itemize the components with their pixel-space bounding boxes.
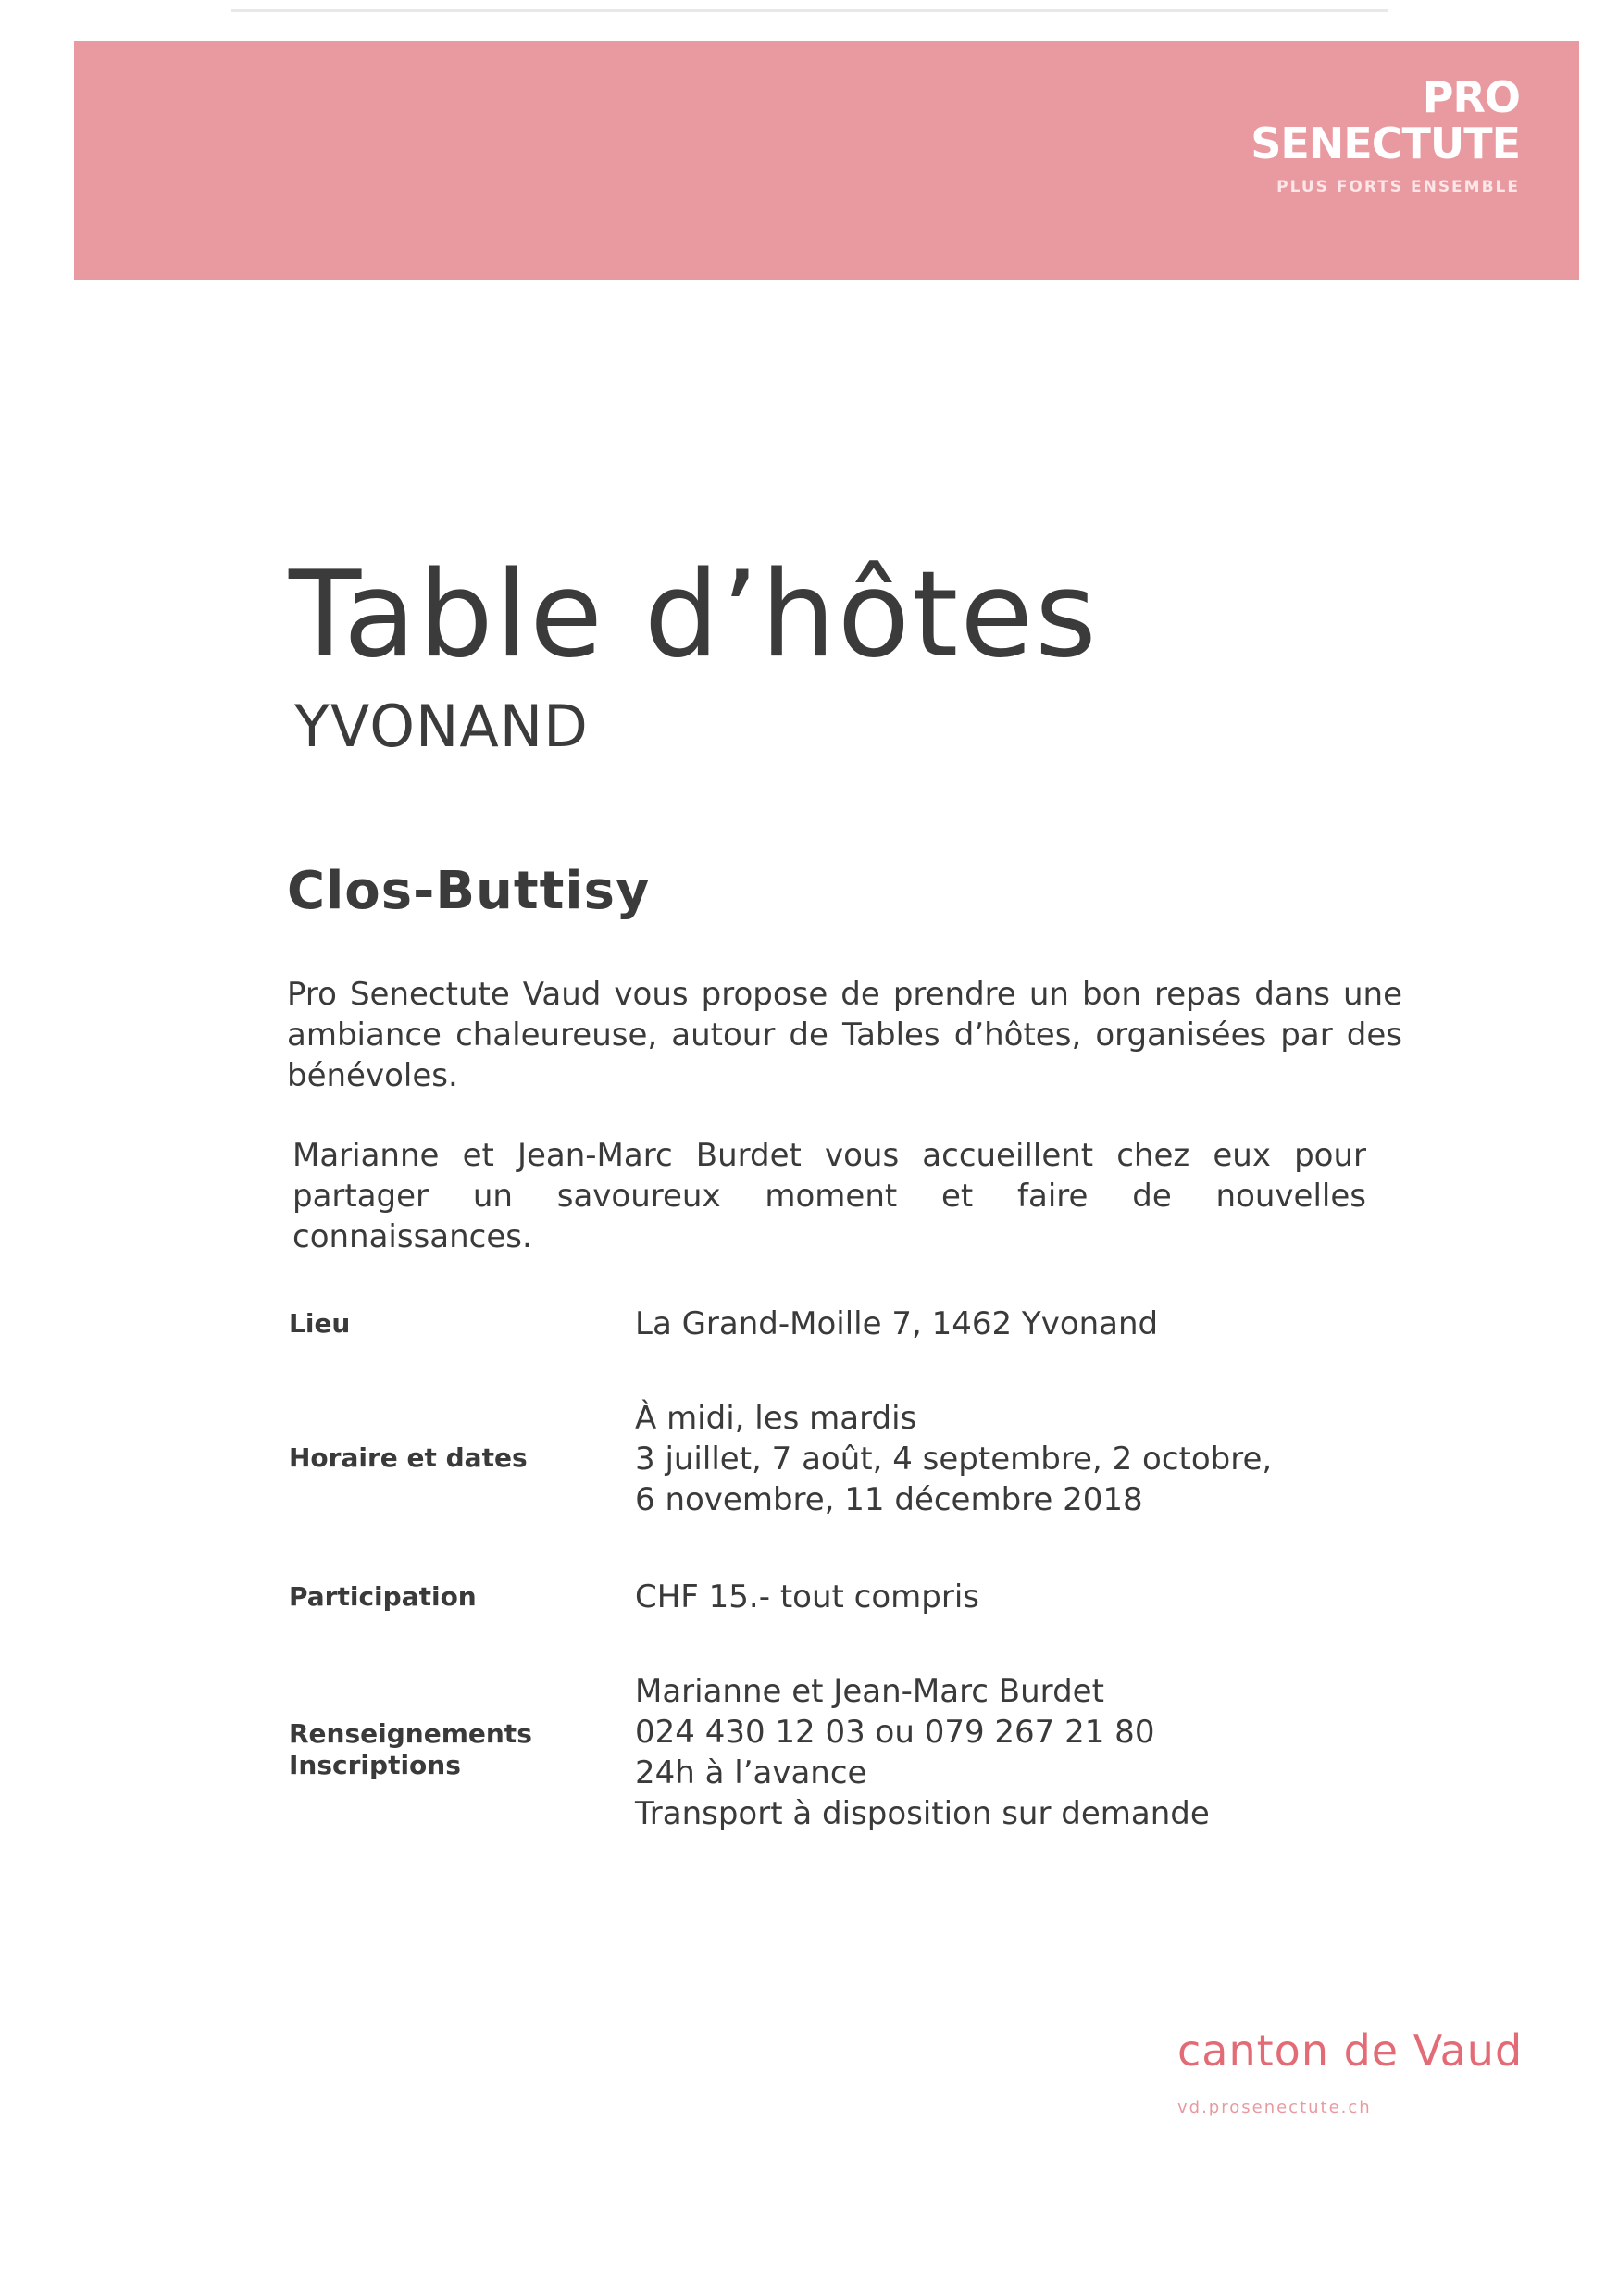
intro-paragraph: Pro Senectute Vaud vous propose de prendre un bon repas dans une ambiance chaleureuse, autour de Tables d’hôtes, organisées par des bénévoles. bbox=[287, 976, 1402, 1094]
scan-edge-line bbox=[231, 9, 1388, 12]
lieu-label: Lieu bbox=[289, 1308, 351, 1339]
page-subtitle: YVONAND bbox=[294, 693, 589, 760]
horaire-line-2: 3 juillet, 7 août, 4 septembre, 2 octobre, bbox=[635, 1441, 1273, 1478]
contact-line-1: Marianne et Jean-Marc Burdet bbox=[635, 1673, 1104, 1710]
lieu-value: La Grand-Moille 7, 1462 Yvonand bbox=[635, 1305, 1159, 1342]
participation-value: CHF 15.- tout compris bbox=[635, 1578, 979, 1616]
logo-line-2: SENECTUTE bbox=[1251, 119, 1520, 168]
footer-website: vd.prosenectute.ch bbox=[1177, 2098, 1372, 2117]
horaire-line-3: 6 novembre, 11 décembre 2018 bbox=[635, 1481, 1143, 1518]
contact-transport: Transport à disposition sur demande bbox=[635, 1795, 1210, 1832]
inscriptions-label: Inscriptions bbox=[289, 1750, 461, 1780]
participation-label: Participation bbox=[289, 1581, 477, 1612]
place-name: Clos-Buttisy bbox=[287, 861, 651, 921]
header-banner bbox=[74, 41, 1579, 280]
horaire-label: Horaire et dates bbox=[289, 1442, 528, 1473]
contact-notice: 24h à l’avance bbox=[635, 1754, 867, 1791]
page-title: Table d’hôtes bbox=[289, 546, 1099, 684]
horaire-line-1: À midi, les mardis bbox=[635, 1400, 917, 1437]
canton-de-vaud-logo: canton de Vaud bbox=[1177, 2026, 1524, 2076]
contact-phone: 024 430 12 03 ou 079 267 21 80 bbox=[635, 1714, 1155, 1751]
pro-senectute-logo bbox=[1251, 74, 1520, 196]
renseignements-label: Renseignements bbox=[289, 1718, 532, 1749]
logo-tagline: PLUS FORTS ENSEMBLE bbox=[1276, 178, 1520, 196]
logo-line-1: PRO bbox=[1422, 72, 1520, 122]
hosts-paragraph: Marianne et Jean-Marc Burdet vous accueillent chez eux pour partager un savoureux moment et faire de nouvelles connaissances. bbox=[292, 1137, 1366, 1255]
